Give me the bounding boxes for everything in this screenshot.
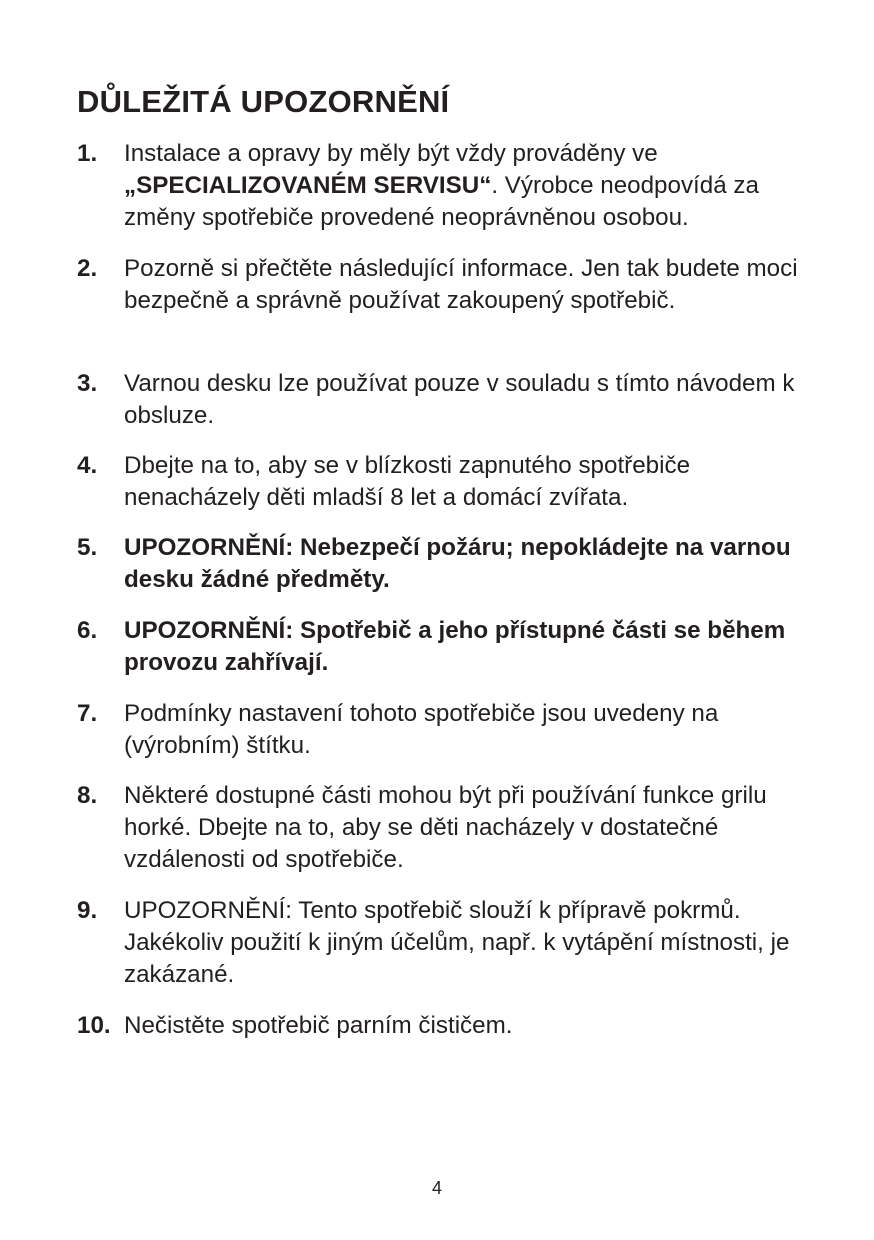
item-text-part: . Výrobce neodpovídá za změny spotřebiče provedené neoprávněnou osobou.: [124, 172, 759, 231]
list-item-warning: [77, 615, 817, 679]
item-text: UPOZORNĚNÍ: Nebezpečí požáru; nepokládejte na varnou desku žádné předměty.: [124, 534, 791, 593]
item-text-part: Instalace a opravy by měly být vždy prováděny ve: [124, 140, 658, 167]
item-number: 8.: [77, 782, 98, 809]
list-item: [77, 895, 817, 991]
list-item-warning: [77, 532, 817, 596]
item-text: UPOZORNĚNÍ: Tento spotřebič slouží k přípravě pokrmů. Jakékoliv použití k jiným účelům, např. k vytápění místnosti, je zakázané.: [124, 897, 790, 988]
item-number: 9.: [77, 897, 98, 924]
item-number: 10.: [77, 1012, 111, 1039]
item-text: Pozorně si přečtěte následující informace. Jen tak budete moci bezpečně a správně používat zakoupený spotřebič.: [124, 255, 798, 314]
item-text: Dbejte na to, aby se v blízkosti zapnutého spotřebiče nenacházely děti mladší 8 let a domácí zvířata.: [124, 452, 691, 511]
specialized-service-emphasis: „SPECIALIZOVANÉM SERVISU“: [124, 172, 492, 199]
item-text: UPOZORNĚNÍ: Spotřebič a jeho přístupné části se během provozu zahřívají.: [124, 617, 786, 676]
list-item: [77, 368, 817, 432]
list-item: [77, 698, 817, 762]
item-number: 1.: [77, 140, 98, 167]
item-number: 2.: [77, 255, 98, 282]
item-text: Varnou desku lze používat pouze v souladu s tímto návodem k obsluze.: [124, 370, 795, 429]
page-number: 4: [431, 1178, 442, 1198]
item-text: Podmínky nastavení tohoto spotřebiče jsou uvedeny na (výrobním) štítku.: [124, 700, 719, 759]
item-text: [124, 138, 817, 234]
list-item: [77, 138, 817, 234]
list-item: [77, 1010, 817, 1042]
item-number: 6.: [77, 617, 98, 644]
item-number: 7.: [77, 700, 98, 727]
item-text: Nečistěte spotřebič parním čističem.: [124, 1012, 513, 1039]
item-number: 4.: [77, 452, 98, 479]
item-number: 5.: [77, 534, 98, 561]
list-item: [77, 450, 817, 514]
page-title: DŮLEŽITÁ UPOZORNĚNÍ: [77, 84, 450, 119]
item-number: 3.: [77, 370, 98, 397]
list-item: [77, 253, 817, 317]
item-text: Některé dostupné části mohou být při používání funkce grilu horké. Dbejte na to, aby se děti nacházely v dostatečné vzdálenosti od spotřebiče.: [124, 782, 767, 873]
list-item: [77, 780, 817, 876]
